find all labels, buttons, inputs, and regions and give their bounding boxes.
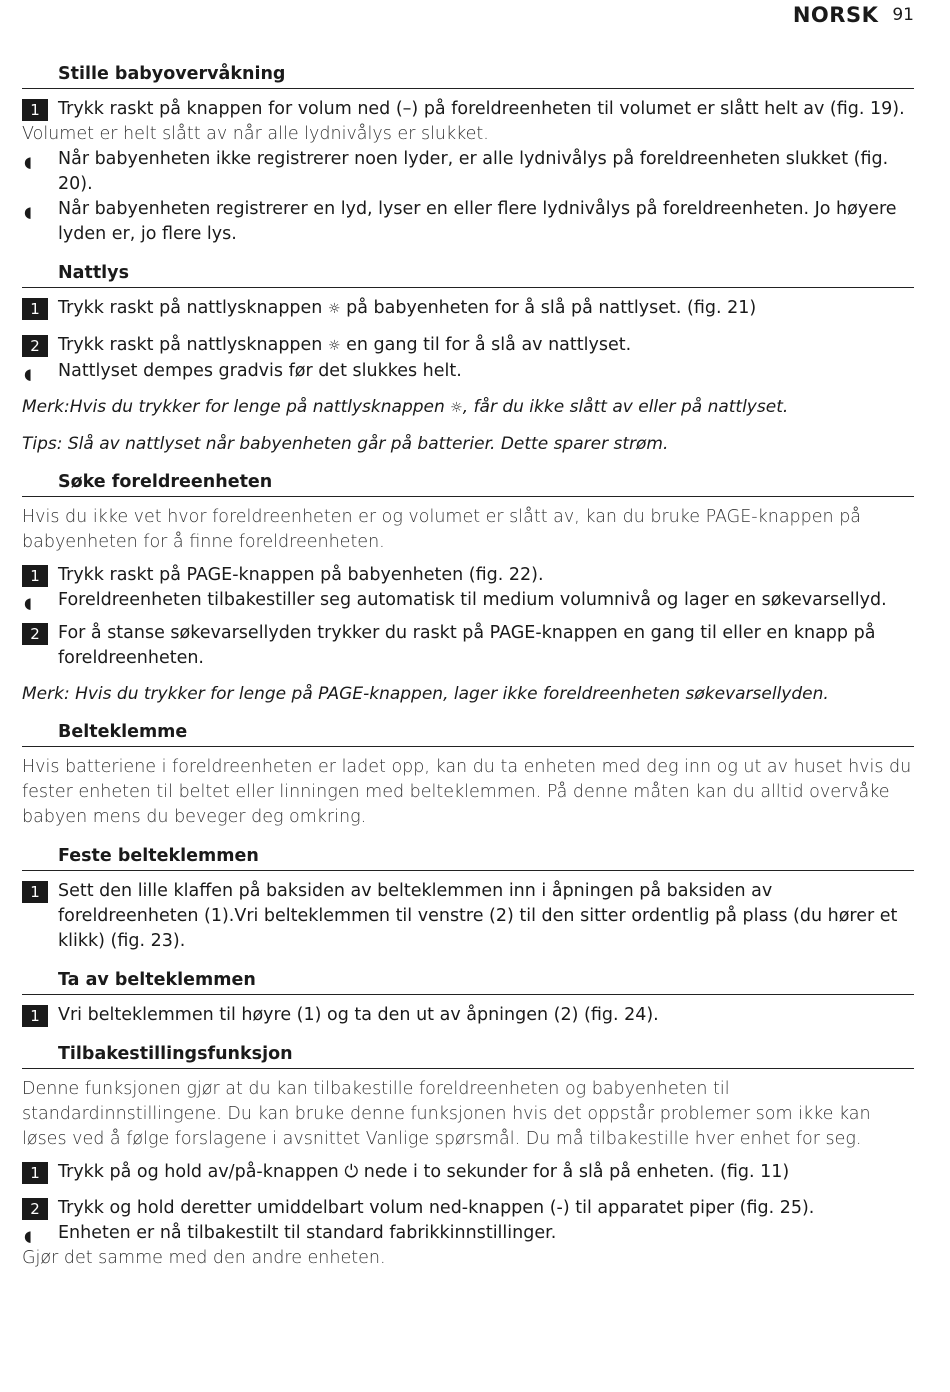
step-text: For å stanse søkevarsellyden trykker du raskt på PAGE-knappen en gang til eller en knapp på foreldreenheten. [58,623,876,668]
note [22,395,914,421]
step-text: Trykk raskt på PAGE-knappen på babyenheten (fig. 22). [58,565,544,585]
step-text: en gang til for å slå av nattlyset. [346,335,632,355]
section-title-feste: Feste belteklemmen [22,842,914,871]
step-soke-1 [22,563,914,588]
arrow-bullet-icon: ◖ [24,153,32,171]
result-text: Når babyenheten registrerer en lyd, lyser en eller flere lydnivålys på foreldreenheten. Jo høyere lyden er, jo flere lys. [58,199,897,244]
page-content [22,60,914,1271]
section-title-nattlys: Nattlys [22,259,914,288]
power-icon: ⏻ [344,1162,359,1182]
arrow-bullet-icon: ◖ [24,594,32,612]
section-title-soke: Søke foreldreenheten [22,468,914,497]
note-text: Merk:Hvis du trykker for lenge på nattlysknappen [22,397,445,417]
step-number: 2 [22,335,48,357]
paragraph: Hvis batteriene i foreldreenheten er ladet opp, kan du ta enheten med deg inn og ut av huset hvis du fester enheten til beltet eller linningen med belteklemmen. På denne måten kan du alltid overvåke babyen mens du beveger deg omkring. [22,757,912,827]
step-text: Trykk raskt på nattlysknappen [58,335,323,355]
page-number: 91 [892,5,914,25]
language-label: NORSK [792,3,879,27]
step-number: 1 [22,565,48,587]
paragraph: Hvis du ikke vet hvor foreldreenheten er og volumet er slått av, kan du bruke PAGE-knappen på babyenheten for å finne foreldreenheten. [22,507,862,552]
step-taav-1 [22,1003,914,1028]
step-text: Sett den lille klaffen på baksiden av belteklemmen inn i åpningen på baksiden av foreldreenheten (1).Vri belteklemmen til venstre (2) til den sitter ordentlig på plass (du hører et klikk) (fig. 23). [58,881,898,951]
paragraph: Denne funksjonen gjør at du kan tilbakestille foreldreenheten og babyenheten til standardinnstillingene. Du kan bruke denne funksjonen hvis det oppstår problemer som ikke kan løses ved å følge forslagene i avsnittet Vanlige spørsmål. Du må tilbakestille hver enhet for seg. [22,1079,871,1149]
paragraph: Volumet er helt slått av når alle lydnivålys er slukket. [22,124,489,144]
step-number: 1 [22,881,48,903]
step-text: nede i to sekunder for å slå på enheten. (fig. 11) [363,1162,790,1182]
step-number: 1 [22,99,48,121]
step-nattlys-2 [22,333,914,359]
step-text: Vri belteklemmen til høyre (1) og ta den ut av åpningen (2) (fig. 24). [58,1005,659,1025]
arrow-bullet-icon: ◖ [24,203,32,221]
step-stille-1 [22,97,914,122]
step-text: Trykk raskt på nattlysknappen [58,298,323,318]
section-title-belte: Belteklemme [22,718,914,747]
step-text: Trykk på og hold av/på-knappen [58,1162,339,1182]
result-text: Når babyenheten ikke registrerer noen lyder, er alle lydnivålys på foreldreenheten slukket (fig. 20). [58,149,889,194]
sun-icon: ☼ [327,301,341,317]
step-text: Trykk og hold deretter umiddelbart volum ned-knappen (-) til apparatet piper (fig. 25). [58,1198,815,1218]
tip: Tips: Slå av nattlyset når babyenheten går på batterier. Dette sparer strøm. [22,434,669,454]
step-tilbake-2 [22,1196,914,1221]
arrow-bullet-icon: ◖ [24,365,32,383]
paragraph: Gjør det samme med den andre enheten. [22,1248,386,1268]
step-number: 2 [22,623,48,645]
step-number: 1 [22,1005,48,1027]
step-tilbake-1 [22,1160,914,1185]
note: Merk: Hvis du trykker for lenge på PAGE-knappen, lager ikke foreldreenheten søkevarsellyden. [22,684,829,704]
result-item [22,1221,914,1246]
section-title-taav: Ta av belteklemmen [22,966,914,995]
step-number: 2 [22,1198,48,1220]
step-number: 1 [22,1162,48,1184]
step-nattlys-1 [22,296,914,322]
result-item [22,588,914,613]
result-item [22,359,914,384]
result-item [22,147,914,197]
step-soke-2 [22,621,914,671]
section-title-tilbake: Tilbakestillingsfunksjon [22,1040,914,1069]
sun-icon: ☼ [450,400,463,416]
page-header [793,2,914,28]
step-feste-1 [22,879,914,954]
step-number: 1 [22,298,48,320]
result-text: Enheten er nå tilbakestilt til standard fabrikkinnstillinger. [58,1223,557,1243]
result-text: Nattlyset dempes gradvis før det slukkes helt. [58,361,462,381]
note-text: , får du ikke slått av eller på nattlyset. [462,397,789,417]
step-text: på babyenheten for å slå på nattlyset. (fig. 21) [346,298,757,318]
sun-icon: ☼ [327,338,341,354]
arrow-bullet-icon: ◖ [24,1227,32,1245]
result-text: Foreldreenheten tilbakestiller seg automatisk til medium volumnivå og lager en søkevarsellyd. [58,590,887,610]
result-item [22,197,914,247]
step-text: Trykk raskt på knappen for volum ned (–) på foreldreenheten til volumet er slått helt av (fig. 19). [58,99,905,119]
section-title-stille: Stille babyovervåkning [22,60,914,89]
